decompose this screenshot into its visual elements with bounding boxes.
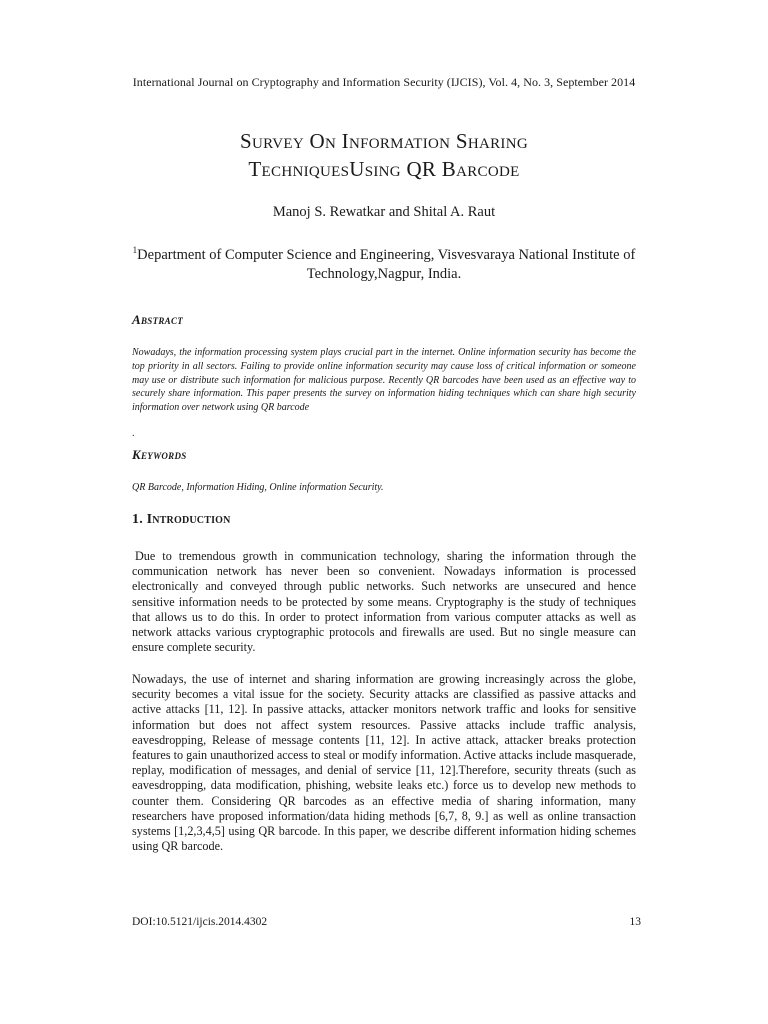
abstract-text: Nowadays, the information processing system plays crucial part in the internet. Online information security has become the top priority in all sectors. Failing to provide online information security may cause loss of critical information or someone may use or distribute such information for malicious purpose. Recently QR barcodes have been used as an effective way to securely share information. This paper presents the survey on information hiding techniques which can share high security information over network using QR barcode (132, 347, 636, 414)
page-number: 13 (629, 916, 641, 928)
keywords-text: QR Barcode, Information Hiding, Online information Security. (132, 482, 384, 493)
abstract-trailing-dot: . (132, 428, 135, 439)
introduction-paragraph-1: Due to tremendous growth in communication technology, sharing the information through the communication network has never been so convenient. Nowadays information is processed electronically and conveyed through public networks. Such networks are unsecured and hence sensitive information needs to be protected by some means. Cryptography is the study of techniques that allows us to do this. In order to protect information from various computer attacks as well as network attacks various cryptographic protocols and firewalls are used. But no single measure can ensure complete security. (132, 549, 636, 655)
footer-doi: DOI:10.5121/ijcis.2014.4302 (132, 916, 268, 928)
paper-title-line-2: TechniquesUsing QR Barcode (248, 157, 520, 181)
author-list: Manoj S. Rewatkar and Shital A. Raut (272, 204, 496, 220)
affiliation-marker: 1 (132, 245, 138, 255)
introduction-paragraph-2: Nowadays, the use of internet and sharing information are growing increasingly across the globe, security becomes a vital issue for the society. Security attacks are classified as passive attacks and active attacks [11, 12]. In passive attacks, attacker monitors network traffic and looks for sensitive information but does not affect system resources. Passive attacks include traffic analysis, eavesdropping, Release of message contents [11, 12]. In active attack, attacker breaks protection features to gain unauthorized access to steal or modify information. Active attacks include masquerade, replay, modification of messages, and denial of service [11, 12].Therefore, security threats (such as eavesdropping, data modification, phishing, website leaks etc.) force us to develop new methods to counter them. Considering QR barcodes as an effective media of sharing information, many researchers have proposed information/data hiding methods [6,7, 8, 9.] as well as online transaction systems [1,2,3,4,5] using QR barcode. In this paper, we describe different information hiding schemes using QR barcode. (132, 672, 636, 854)
introduction-heading: 1. Introduction (132, 512, 231, 527)
author-affiliation (120, 241, 648, 284)
keywords-heading: Keywords (132, 447, 187, 462)
journal-header: International Journal on Cryptography and Information Security (IJCIS), Vol. 4, No. 3, September 2014 (132, 75, 636, 89)
abstract-heading: Abstract (132, 312, 184, 327)
affiliation-text: Department of Computer Science and Engineering, Visvesvaraya National Institute of Technology,Nagpur, India. (137, 246, 636, 282)
paper-title-line-1: Survey On Information Sharing (240, 129, 528, 153)
paper-title (100, 127, 668, 183)
